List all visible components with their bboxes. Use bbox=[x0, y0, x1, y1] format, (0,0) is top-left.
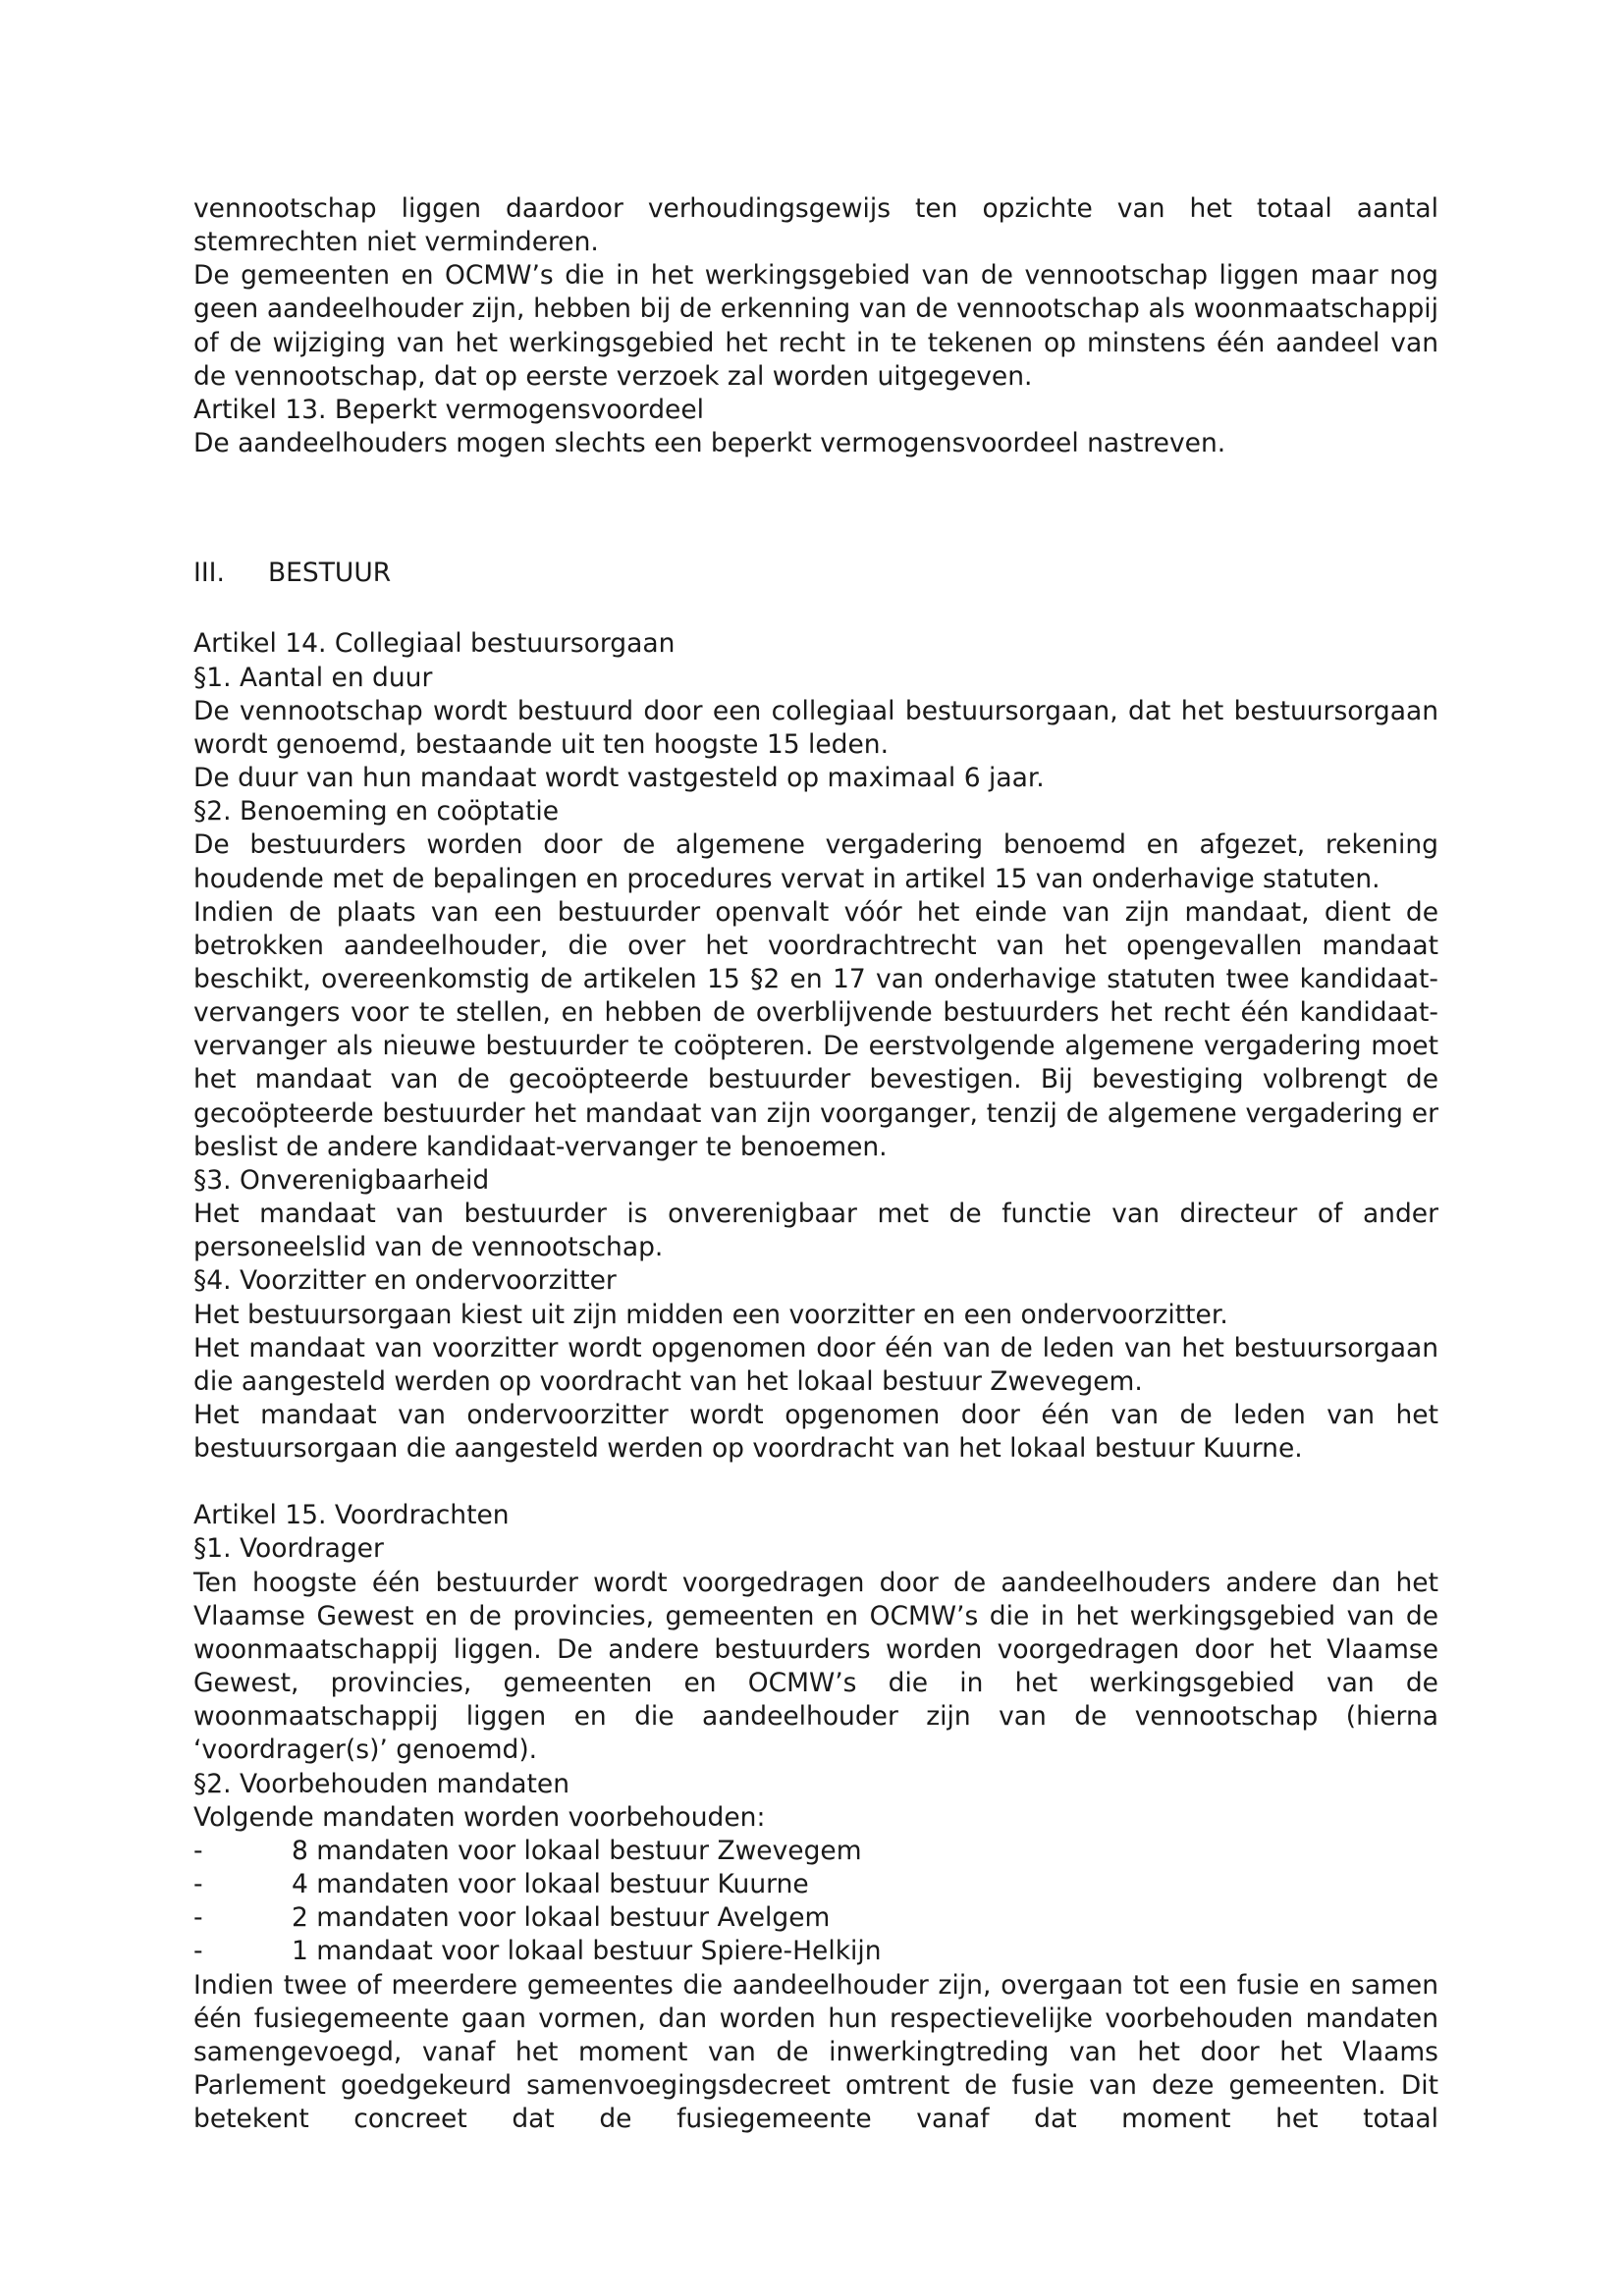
article-14-s3-title: §3. Onverenigbaarheid bbox=[193, 1164, 490, 1196]
article-14-s2-paragraph-1: De bestuurders worden door de algemene vergadering benoemd en afgezet, rekening houdende met de bepalingen en procedures vervat in artikel 15 van onderhavige statuten. bbox=[193, 829, 1438, 894]
article-14-s4-title: §4. Voorzitter en ondervoorzitter bbox=[193, 1265, 617, 1297]
article-14-s4-paragraph-2: Het mandaat van voorzitter wordt opgenomen door één van de leden van het bestuursorgaan die aangesteld werden op voordracht van het lokaal bestuur Zwevegem. bbox=[193, 1332, 1438, 1397]
bullet-dash: - bbox=[193, 1835, 203, 1866]
article-14-s1-paragraph-2: De duur van hun mandaat wordt vastgesteld op maximaal 6 jaar. bbox=[193, 763, 1045, 794]
section-title: BESTUUR bbox=[268, 558, 392, 589]
article-15-s1-paragraph-1: Ten hoogste één bestuurder wordt voorgedragen door de aandeelhouders andere dan het Vlaamse Gewest en de provincies, gemeenten en OCMW’s die in het werkingsgebied van de woonmaatschappij liggen. De andere bestuurders worden voorgedragen door het Vlaamse Gewest, provincies, gemeenten en OCMW’s die in het werkingsgebied van de woonmaatschappij liggen en die aandeelhouder zijn van de vennootschap (hierna ‘voordrager(s)’ genoemd). bbox=[193, 1567, 1438, 1766]
list-item-text: 1 mandaat voor lokaal bestuur Spiere-Helkijn bbox=[292, 1936, 882, 1967]
article-15-s2-title: §2. Voorbehouden mandaten bbox=[193, 1768, 570, 1799]
article-14-s4-paragraph-3: Het mandaat van ondervoorzitter wordt opgenomen door één van de leden van het bestuursorgaan die aangesteld werden op voordracht van het lokaal bestuur Kuurne. bbox=[193, 1400, 1438, 1465]
list-item-text: 2 mandaten voor lokaal bestuur Avelgem bbox=[292, 1902, 831, 1934]
article-14-s1-paragraph-1: De vennootschap wordt bestuurd door een collegiaal bestuursorgaan, dat het bestuursorgaan wordt genoemd, bestaande uit ten hoogste 15 leden. bbox=[193, 695, 1438, 760]
spacer bbox=[193, 460, 1438, 557]
bullet-dash: - bbox=[193, 1869, 203, 1900]
paragraph-vermogensvoordeel: De aandeelhouders mogen slechts een beperkt vermogensvoordeel nastreven. bbox=[193, 428, 1226, 459]
list-item-text: 8 mandaten voor lokaal bestuur Zwevegem bbox=[292, 1835, 862, 1866]
article-14-s1-title: §1. Aantal en duur bbox=[193, 662, 433, 693]
mandates-list bbox=[193, 1835, 1438, 1969]
article-14-title: Artikel 14. Collegiaal bestuursorgaan bbox=[193, 628, 676, 660]
article-15-title: Artikel 15. Voordrachten bbox=[193, 1500, 510, 1531]
list-item bbox=[193, 1901, 1438, 1935]
section-heading bbox=[193, 557, 1438, 590]
paragraph-stemrechten: vennootschap liggen daardoor verhoudingsgewijs ten opzichte van het totaal aantal stemrechten niet verminderen. bbox=[193, 193, 1438, 258]
section-number: III. bbox=[193, 558, 225, 589]
bullet-dash: - bbox=[193, 1936, 203, 1967]
list-item bbox=[193, 1835, 1438, 1868]
bullet-dash: - bbox=[193, 1902, 203, 1934]
article-14-s3-paragraph-1: Het mandaat van bestuurder is onverenigbaar met de functie van directeur of ander personeelslid van de vennootschap. bbox=[193, 1199, 1438, 1263]
article-13-title: Artikel 13. Beperkt vermogensvoordeel bbox=[193, 394, 704, 425]
list-item bbox=[193, 1868, 1438, 1901]
article-14-s2-title: §2. Benoeming en coöptatie bbox=[193, 796, 559, 828]
spacer bbox=[193, 590, 1438, 627]
document-page bbox=[193, 192, 1438, 2136]
article-15-s2-intro: Volgende mandaten worden voorbehouden: bbox=[193, 1801, 766, 1833]
article-15-s1-title: §1. Voordrager bbox=[193, 1533, 384, 1565]
list-item bbox=[193, 1935, 1438, 1968]
spacer bbox=[193, 1466, 1438, 1499]
paragraph-inschrijvingsrecht: De gemeenten en OCMW’s die in het werkingsgebied van de vennootschap liggen maar nog geen aandeelhouder zijn, hebben bij de erkenning van de vennootschap als woonmaatschappij of de wijziging van het werkingsgebied het recht in te tekenen op minstens één aandeel van de vennootschap, dat op eerste verzoek zal worden uitgegeven. bbox=[193, 260, 1438, 392]
article-15-s2-paragraph-2: Indien twee of meerdere gemeentes die aandeelhouder zijn, overgaan tot een fusie en samen één fusiegemeente gaan vormen, dan worden hun respectievelijke voorbehouden mandaten samengevoegd, vanaf het moment van de inwerkingtreding van het door het Vlaams Parlement goedgekeurd samenvoegingsdecreet omtrent de fusie van deze gemeenten. Dit betekent concreet dat de fusiegemeente vanaf dat moment het totaal bbox=[193, 1969, 1438, 2135]
list-item-text: 4 mandaten voor lokaal bestuur Kuurne bbox=[292, 1869, 809, 1900]
article-14-s2-paragraph-2: Indien de plaats van een bestuurder openvalt vóór het einde van zijn mandaat, dient de betrokken aandeelhouder, die over het voordrachtrecht van het opengevallen mandaat beschikt, overeenkomstig de artikelen 15 §2 en 17 van onderhavige statuten twee kandidaat-vervangers voor te stellen, en hebben de overblijvende bestuurders het recht één kandidaat-vervanger als nieuwe bestuurder te coöpteren. De eerstvolgende algemene vergadering moet het mandaat van de gecoöpteerde bestuurder bevestigen. Bij bevestiging volbrengt de gecoöpteerde bestuurder het mandaat van zijn voorganger, tenzij de algemene vergadering er beslist de andere kandidaat-vervanger te benoemen. bbox=[193, 896, 1438, 1162]
article-14-s4-paragraph-1: Het bestuursorgaan kiest uit zijn midden een voorzitter en een ondervoorzitter. bbox=[193, 1299, 1228, 1330]
